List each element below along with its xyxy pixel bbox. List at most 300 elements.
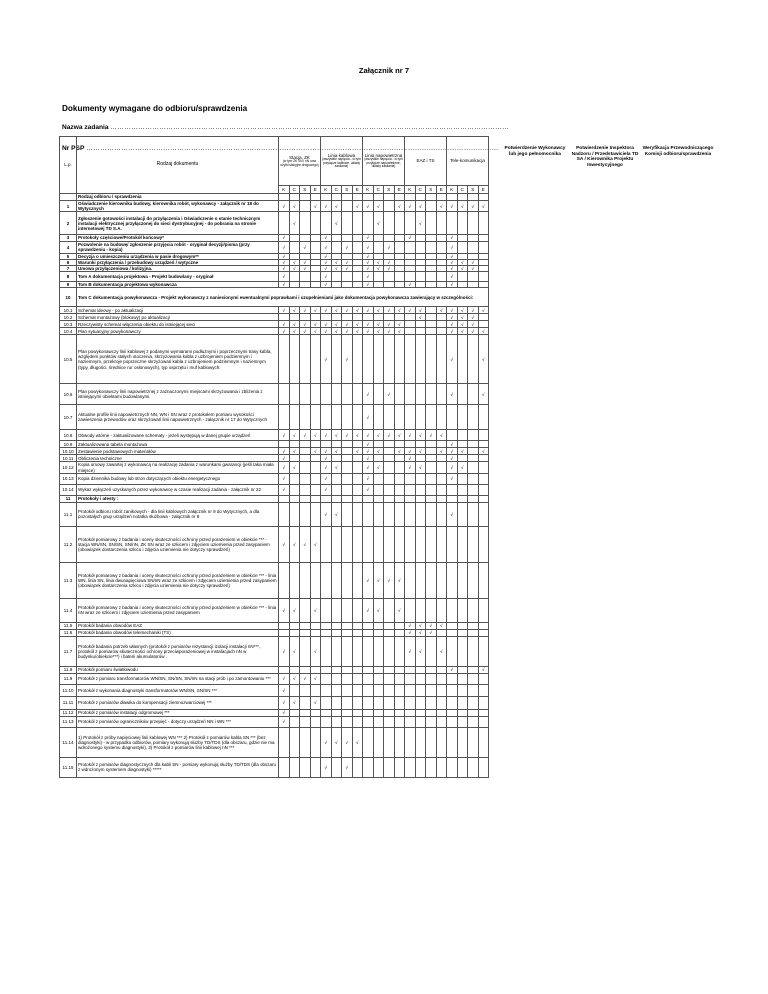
- check-mark: √: [394, 201, 405, 212]
- empty-cell: [300, 562, 311, 598]
- empty-cell: [331, 455, 342, 462]
- empty-cell: [363, 502, 374, 526]
- empty-cell: [457, 727, 468, 757]
- check-mark: √: [405, 636, 416, 666]
- check-mark: √: [310, 696, 321, 709]
- empty-cell: [279, 629, 290, 636]
- empty-cell: [352, 709, 363, 716]
- check-mark: √: [363, 201, 374, 212]
- empty-cell: [457, 636, 468, 666]
- empty-cell: [394, 636, 405, 666]
- empty-cell: [436, 441, 447, 448]
- check-mark: √: [300, 526, 311, 562]
- empty-cell: [363, 727, 374, 757]
- check-mark: √: [342, 757, 353, 777]
- row-document-name: Protokół z pomiarów dławika do kompensacji ziemnozwarciowej ***: [77, 696, 279, 709]
- empty-cell: [279, 384, 290, 405]
- check-mark: √: [321, 502, 332, 526]
- empty-cell: [394, 629, 405, 636]
- empty-cell: [352, 241, 363, 253]
- empty-cell: [415, 194, 426, 201]
- empty-cell: [478, 484, 489, 495]
- check-mark: √: [447, 321, 458, 328]
- row-number: 11.14: [60, 727, 77, 757]
- check-mark: √: [352, 321, 363, 328]
- check-mark: √: [394, 430, 405, 441]
- kcse-label: E: [478, 186, 489, 194]
- check-mark: √: [321, 757, 332, 777]
- check-mark: √: [342, 430, 353, 441]
- empty-cell: [310, 502, 321, 526]
- empty-cell: [436, 526, 447, 562]
- empty-cell: [352, 673, 363, 684]
- empty-cell: [310, 462, 321, 473]
- empty-cell: [300, 727, 311, 757]
- table-row: [60, 328, 489, 335]
- empty-cell: [310, 473, 321, 484]
- empty-cell: [436, 502, 447, 526]
- row-document-name: Protokół z pomiarów ograniczników przepięć - dotyczy urządzeń NN i WN ***: [77, 716, 279, 727]
- row-document-name: Protokół pomiarowy z badania i oceny skuteczności ochrony przed porażeniem w obiekcie *** - stacja WN/SN, SN/SN, SN/nN, ZK SN wraz ze szkicem i zdjęciem uziemienia przed zasypaniem (obowiązek dostarczenia szkicu i zdjęcia uziemienia nie dotyczy sprawdzeń): [77, 526, 279, 562]
- empty-cell: [405, 384, 416, 405]
- inspector-confirmation-header: Potwierdzenie Inspektora Nadzoru / Przedstawiciela TD SA / Kierownika Projektu Inwestycyjnego: [571, 146, 639, 169]
- empty-cell: [478, 526, 489, 562]
- row-document-name: Kopia dziennika budowy lub stron dotyczących obiektu energetycznego: [77, 473, 279, 484]
- table-row: [60, 335, 489, 384]
- empty-cell: [468, 462, 479, 473]
- check-mark: √: [468, 307, 479, 314]
- check-mark: √: [363, 307, 374, 314]
- empty-cell: [468, 484, 479, 495]
- empty-cell: [394, 495, 405, 502]
- check-mark: √: [468, 259, 479, 265]
- check-mark: √: [342, 335, 353, 384]
- empty-cell: [447, 194, 458, 201]
- task-name-field: [62, 124, 509, 131]
- check-mark: √: [415, 636, 426, 666]
- empty-cell: [394, 462, 405, 473]
- row-document-name: Plan sytuacyjny powykonawczy: [77, 328, 279, 335]
- empty-cell: [457, 335, 468, 384]
- row-number: 8: [60, 272, 77, 282]
- empty-cell: [457, 684, 468, 696]
- check-mark: √: [352, 430, 363, 441]
- empty-cell: [342, 473, 353, 484]
- empty-cell: [300, 405, 311, 430]
- empty-cell: [300, 455, 311, 462]
- empty-cell: [321, 405, 332, 430]
- check-mark: √: [384, 321, 395, 328]
- empty-cell: [415, 716, 426, 727]
- empty-cell: [321, 384, 332, 405]
- check-mark: √: [478, 384, 489, 405]
- row-document-name: Oświadczenie kierownika budowy, kierownika robót, wykonawcy - załącznik nr 18 do Wytycznych: [77, 201, 279, 212]
- empty-cell: [373, 441, 384, 448]
- empty-cell: [394, 684, 405, 696]
- check-mark: √: [394, 321, 405, 328]
- row-number: 10.14: [60, 484, 77, 495]
- empty-cell: [331, 598, 342, 622]
- row-document-name: Umowa przyłączeniowa / kolizyjna.: [77, 266, 279, 272]
- empty-cell: [405, 335, 416, 384]
- empty-cell: [457, 716, 468, 727]
- empty-cell: [457, 241, 468, 253]
- empty-cell: [426, 328, 437, 335]
- empty-cell: [300, 201, 311, 212]
- empty-cell: [342, 636, 353, 666]
- empty-cell: [468, 673, 479, 684]
- row-number: 10.9: [60, 441, 77, 448]
- empty-cell: [447, 405, 458, 430]
- empty-cell: [289, 473, 300, 484]
- empty-cell: [310, 335, 321, 384]
- check-mark: √: [405, 307, 416, 314]
- empty-cell: [289, 484, 300, 495]
- row-number: 10.6: [60, 384, 77, 405]
- kcse-label: E: [394, 186, 405, 194]
- empty-cell: [384, 716, 395, 727]
- check-mark: √: [436, 307, 447, 314]
- empty-cell: [279, 405, 290, 430]
- empty-cell: [426, 272, 437, 282]
- check-mark: √: [321, 448, 332, 455]
- check-mark: √: [279, 307, 290, 314]
- empty-cell: [342, 484, 353, 495]
- empty-cell: [279, 622, 290, 629]
- empty-cell: [321, 314, 332, 321]
- row-document-name: Pozwolenie na budowę/ zgłoszenie przyjęcia robót - oryginał decyzji/pisma (przy sprawdzeniu - kopia): [77, 241, 279, 253]
- empty-cell: [394, 716, 405, 727]
- empty-cell: [468, 709, 479, 716]
- check-mark: √: [279, 526, 290, 562]
- check-mark: √: [447, 282, 458, 288]
- empty-cell: [436, 272, 447, 282]
- empty-cell: [384, 696, 395, 709]
- empty-cell: [331, 441, 342, 448]
- device-group-header: [363, 137, 405, 186]
- empty-cell: [436, 321, 447, 328]
- check-mark: √: [352, 307, 363, 314]
- empty-cell: [331, 314, 342, 321]
- row-number: 10.2: [60, 314, 77, 321]
- empty-cell: [352, 484, 363, 495]
- row-number: 10.13: [60, 473, 77, 484]
- check-mark: √: [321, 727, 332, 757]
- empty-cell: [405, 473, 416, 484]
- row-document-name: Protokół badania obwodów telemechaniki (TS): [77, 629, 279, 636]
- empty-cell: [426, 709, 437, 716]
- empty-cell: [289, 727, 300, 757]
- check-mark: √: [321, 328, 332, 335]
- empty-cell: [384, 448, 395, 455]
- documents-table: [59, 136, 489, 778]
- check-mark: √: [373, 598, 384, 622]
- empty-cell: [289, 629, 300, 636]
- check-mark: √: [363, 441, 374, 448]
- empty-cell: [436, 562, 447, 598]
- empty-cell: [342, 314, 353, 321]
- empty-cell: [415, 321, 426, 328]
- check-mark: √: [352, 201, 363, 212]
- check-mark: √: [331, 727, 342, 757]
- empty-cell: [352, 441, 363, 448]
- check-mark: √: [373, 266, 384, 272]
- empty-cell: [331, 666, 342, 673]
- empty-cell: [310, 629, 321, 636]
- empty-cell: [436, 757, 447, 777]
- empty-cell: [300, 666, 311, 673]
- check-mark: √: [331, 328, 342, 335]
- empty-cell: [363, 526, 374, 562]
- empty-cell: [447, 598, 458, 622]
- check-mark: √: [415, 629, 426, 636]
- check-mark: √: [279, 462, 290, 473]
- empty-cell: [405, 696, 416, 709]
- check-mark: √: [279, 259, 290, 265]
- empty-cell: [426, 335, 437, 384]
- empty-cell: [394, 405, 405, 430]
- empty-cell: [373, 526, 384, 562]
- empty-cell: [342, 709, 353, 716]
- empty-cell: [468, 212, 479, 235]
- row-document-name: Protokoły i atesty :: [77, 495, 279, 502]
- empty-cell: [405, 321, 416, 328]
- empty-cell: [342, 562, 353, 598]
- device-group-title: Stacja, ZK: [289, 154, 310, 160]
- check-mark: √: [363, 484, 374, 495]
- check-mark: √: [342, 307, 353, 314]
- empty-cell: [478, 441, 489, 448]
- empty-cell: [415, 384, 426, 405]
- empty-cell: [436, 696, 447, 709]
- empty-cell: [457, 384, 468, 405]
- empty-cell: [394, 441, 405, 448]
- empty-cell: [300, 598, 311, 622]
- empty-cell: [426, 666, 437, 673]
- table-row: [60, 441, 489, 448]
- check-mark: √: [321, 241, 332, 253]
- row-document-name: Protokół badania obwodów EAZ: [77, 622, 279, 629]
- kcse-label: S: [342, 186, 353, 194]
- empty-cell: [300, 636, 311, 666]
- empty-cell: [331, 194, 342, 201]
- check-mark: √: [279, 241, 290, 253]
- check-mark: √: [321, 321, 332, 328]
- empty-cell: [363, 684, 374, 696]
- empty-cell: [426, 473, 437, 484]
- empty-cell: [384, 629, 395, 636]
- empty-cell: [436, 212, 447, 235]
- row-document-name: 1) Protokół z próby napięciowej linii kablowej WN *** 2) Protokół z pomiarów kabla SN *** (bez diagnostyki) - w przypadku odbiorów, pomiary wykonują służby TD/TDS (dla obszaru, gdzie nie ma wdrożonego systemu diagnostyki), 3) Protokół z pomiarów linii kablowej nN ***: [77, 727, 279, 757]
- empty-cell: [363, 757, 374, 777]
- check-mark: √: [426, 622, 437, 629]
- check-mark: √: [373, 212, 384, 235]
- empty-cell: [342, 405, 353, 430]
- document-type-column-header: Rodzaj dokumentu: [77, 137, 279, 194]
- check-mark: √: [457, 307, 468, 314]
- table-row: [60, 272, 489, 282]
- empty-cell: [394, 484, 405, 495]
- device-group-header: [321, 137, 363, 186]
- row-number: 11.5: [60, 622, 77, 629]
- empty-cell: [426, 441, 437, 448]
- check-mark: √: [447, 473, 458, 484]
- empty-cell: [384, 598, 395, 622]
- empty-cell: [373, 495, 384, 502]
- check-mark: √: [342, 727, 353, 757]
- row-document-name: Aktualne profile linii napowietrznych NN, WN i SN wraz z protokołem pomiaru wysokości zawieszenia przewodów oraz skrzyżowań linii napowietrznych - załącznik nr 17 do Wytycznych: [77, 405, 279, 430]
- empty-cell: [415, 757, 426, 777]
- empty-cell: [373, 405, 384, 430]
- check-mark: √: [405, 201, 416, 212]
- check-mark: √: [457, 321, 468, 328]
- check-mark: √: [447, 307, 458, 314]
- row-number: 11.11: [60, 696, 77, 709]
- empty-cell: [478, 622, 489, 629]
- row-number: 11.15: [60, 757, 77, 777]
- check-mark: √: [279, 709, 290, 716]
- check-mark: √: [321, 201, 332, 212]
- empty-cell: [384, 684, 395, 696]
- check-mark: √: [373, 259, 384, 265]
- empty-cell: [321, 673, 332, 684]
- empty-cell: [342, 272, 353, 282]
- empty-cell: [331, 716, 342, 727]
- kcse-label: E: [436, 186, 447, 194]
- device-group-subtitle: (wszystkie napięcia - w tym przyłącze kablowe, układy zasilania): [322, 157, 361, 169]
- check-mark: √: [331, 502, 342, 526]
- check-mark: √: [415, 307, 426, 314]
- check-mark: √: [426, 629, 437, 636]
- check-mark: √: [300, 430, 311, 441]
- empty-cell: [447, 684, 458, 696]
- empty-cell: [289, 666, 300, 673]
- empty-cell: [457, 562, 468, 598]
- empty-cell: [457, 629, 468, 636]
- check-mark: √: [331, 307, 342, 314]
- table-row: [60, 455, 489, 462]
- empty-cell: [405, 598, 416, 622]
- empty-cell: [352, 629, 363, 636]
- empty-cell: [405, 241, 416, 253]
- contractor-confirmation-header: Potwierdzenie Wykonawcy lub jego pełnomocnika: [504, 146, 566, 157]
- empty-cell: [352, 696, 363, 709]
- empty-cell: [300, 502, 311, 526]
- empty-cell: [384, 441, 395, 448]
- empty-cell: [300, 757, 311, 777]
- empty-cell: [478, 629, 489, 636]
- check-mark: √: [384, 328, 395, 335]
- empty-cell: [321, 562, 332, 598]
- check-mark: √: [352, 448, 363, 455]
- empty-cell: [436, 194, 447, 201]
- row-number: 10.1: [60, 307, 77, 314]
- check-mark: √: [289, 526, 300, 562]
- commission-verification-header: Weryfikacja Przewodniczącego Komisji odbioru/sprawdzenia: [642, 146, 714, 157]
- empty-cell: [300, 473, 311, 484]
- check-mark: √: [342, 241, 353, 253]
- empty-cell: [478, 502, 489, 526]
- empty-cell: [478, 727, 489, 757]
- empty-cell: [394, 194, 405, 201]
- check-mark: √: [373, 328, 384, 335]
- empty-cell: [415, 684, 426, 696]
- empty-cell: [478, 462, 489, 473]
- row-document-name: Protokół odbioru robót zanikowych - dla linii kablowych załącznik nr 9 do Wytycznych, a dla pozostałych grup urządzeń notatka służbowa - załącznik nr 8: [77, 502, 279, 526]
- empty-cell: [321, 636, 332, 666]
- empty-cell: [405, 673, 416, 684]
- check-mark: √: [436, 622, 447, 629]
- check-mark: √: [279, 598, 290, 622]
- empty-cell: [289, 495, 300, 502]
- empty-cell: [426, 562, 437, 598]
- check-mark: √: [342, 259, 353, 265]
- check-mark: √: [289, 201, 300, 212]
- empty-cell: [321, 526, 332, 562]
- table-row: [60, 201, 489, 212]
- check-mark: √: [289, 462, 300, 473]
- check-mark: √: [363, 462, 374, 473]
- empty-cell: [331, 272, 342, 282]
- empty-cell: [457, 194, 468, 201]
- empty-cell: [342, 673, 353, 684]
- empty-cell: [478, 272, 489, 282]
- check-mark: √: [300, 328, 311, 335]
- check-mark: √: [363, 598, 374, 622]
- check-mark: √: [321, 253, 332, 259]
- table-row: [60, 484, 489, 495]
- check-mark: √: [415, 430, 426, 441]
- empty-cell: [310, 484, 321, 495]
- empty-cell: [300, 484, 311, 495]
- empty-cell: [363, 696, 374, 709]
- empty-cell: [310, 384, 321, 405]
- empty-cell: [394, 673, 405, 684]
- empty-cell: [426, 495, 437, 502]
- check-mark: √: [289, 673, 300, 684]
- empty-cell: [352, 716, 363, 727]
- check-mark: √: [279, 455, 290, 462]
- check-mark: √: [426, 430, 437, 441]
- check-mark: √: [405, 622, 416, 629]
- empty-cell: [426, 455, 437, 462]
- empty-cell: [373, 684, 384, 696]
- empty-cell: [405, 562, 416, 598]
- empty-cell: [468, 629, 479, 636]
- table-row: [60, 696, 489, 709]
- empty-cell: [405, 194, 416, 201]
- row-document-name: Decyzja o umieszczeniu urządzenia w pasie drogowym**: [77, 253, 279, 259]
- empty-cell: [478, 321, 489, 328]
- empty-cell: [405, 272, 416, 282]
- check-mark: √: [373, 448, 384, 455]
- empty-cell: [300, 212, 311, 235]
- empty-cell: [352, 455, 363, 462]
- empty-cell: [342, 502, 353, 526]
- check-mark: √: [363, 448, 374, 455]
- empty-cell: [279, 212, 290, 235]
- row-number: 11.7: [60, 636, 77, 666]
- empty-cell: [415, 484, 426, 495]
- table-row: [60, 495, 489, 502]
- empty-cell: [352, 666, 363, 673]
- row-number: [60, 194, 77, 201]
- row-document-name: Zaktualizowana tabela montażowa: [77, 441, 279, 448]
- empty-cell: [384, 201, 395, 212]
- empty-cell: [447, 709, 458, 716]
- empty-cell: [405, 709, 416, 716]
- device-group-title: Tele-komunikacja: [450, 158, 485, 164]
